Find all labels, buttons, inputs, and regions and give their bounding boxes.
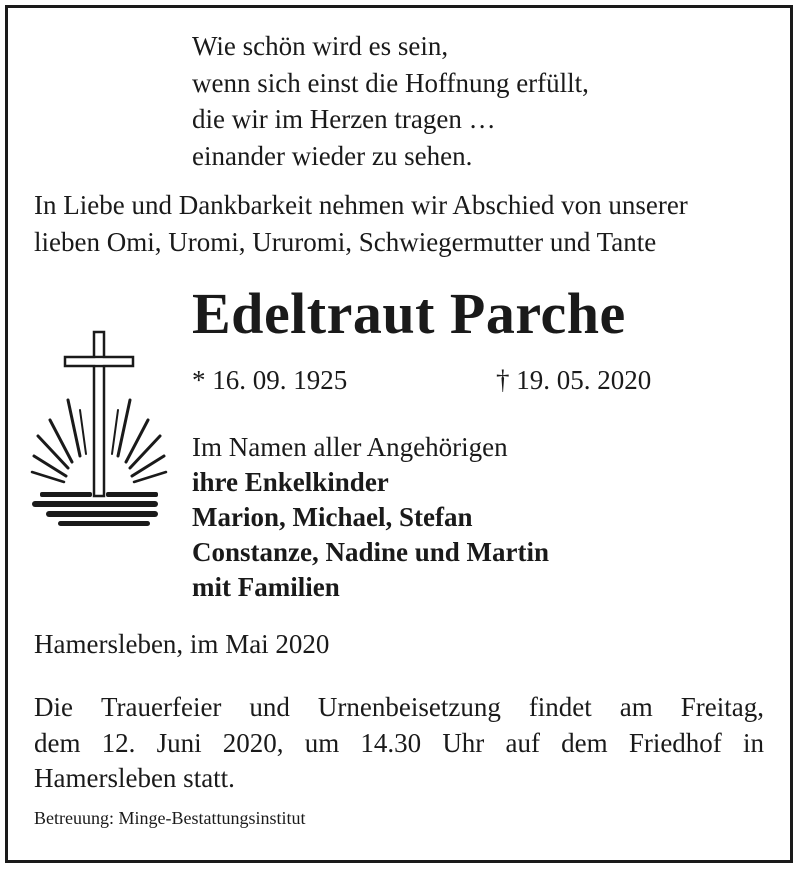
word: findet bbox=[528, 692, 592, 722]
word: um bbox=[304, 727, 340, 758]
ceremony-line-3: Hamersleben statt. bbox=[34, 763, 235, 793]
mourners-line-2: Marion, Michael, Stefan bbox=[192, 502, 473, 532]
birth-date: * 16. 09. 1925 bbox=[192, 365, 348, 395]
cross-sunrise-icon bbox=[28, 330, 178, 530]
word: Urnenbeisetzung bbox=[317, 692, 501, 722]
farewell-intro bbox=[34, 187, 688, 260]
word: Freitag, bbox=[680, 692, 764, 722]
word: und bbox=[249, 692, 290, 722]
word: am bbox=[619, 692, 653, 722]
ceremony-line-1 bbox=[34, 690, 764, 726]
place-date: Hamersleben, im Mai 2020 bbox=[34, 629, 330, 659]
mourners-line-3: Constanze, Nadine und Martin bbox=[192, 537, 550, 567]
verse-line-4: einander wieder zu sehen. bbox=[192, 140, 473, 171]
word: Friedhof bbox=[628, 727, 722, 758]
word: in bbox=[742, 727, 764, 758]
word: Juni bbox=[156, 727, 202, 758]
word: Trauerfeier bbox=[100, 692, 222, 722]
deceased-name: Edeltraut Parche bbox=[192, 281, 626, 346]
word: auf bbox=[505, 727, 540, 758]
intro-line-1: In Liebe und Dankbarkeit nehmen wir Abschied von unserer bbox=[34, 190, 688, 220]
mourners bbox=[192, 430, 549, 605]
death-date: † 19. 05. 2020 bbox=[496, 365, 652, 395]
word: Uhr bbox=[442, 727, 485, 758]
verse-line-2: wenn sich einst die Hoffnung erfüllt, bbox=[192, 67, 589, 98]
mourners-line-1: ihre Enkelkinder bbox=[192, 467, 389, 497]
word: dem bbox=[34, 727, 81, 758]
verse bbox=[192, 28, 589, 174]
verse-line-3: die wir im Herzen tragen … bbox=[192, 104, 496, 134]
mourners-line-4: mit Familien bbox=[192, 572, 340, 602]
word: 12. bbox=[101, 727, 136, 758]
word: 2020, bbox=[222, 727, 284, 758]
funeral-home-credit: Betreuung: Minge-Bestattungsinstitut bbox=[34, 808, 306, 828]
word: dem bbox=[561, 727, 608, 758]
intro-line-2: lieben Omi, Uromi, Ururomi, Schwiegermutter und Tante bbox=[34, 226, 657, 257]
verse-line-1: Wie schön wird es sein, bbox=[192, 31, 449, 61]
ceremony-notice bbox=[34, 690, 764, 797]
word: 14.30 bbox=[360, 727, 422, 758]
word: Die bbox=[34, 692, 73, 722]
ceremony-line-2 bbox=[34, 726, 764, 762]
mourners-intro: Im Namen aller Angehörigen bbox=[192, 432, 508, 462]
